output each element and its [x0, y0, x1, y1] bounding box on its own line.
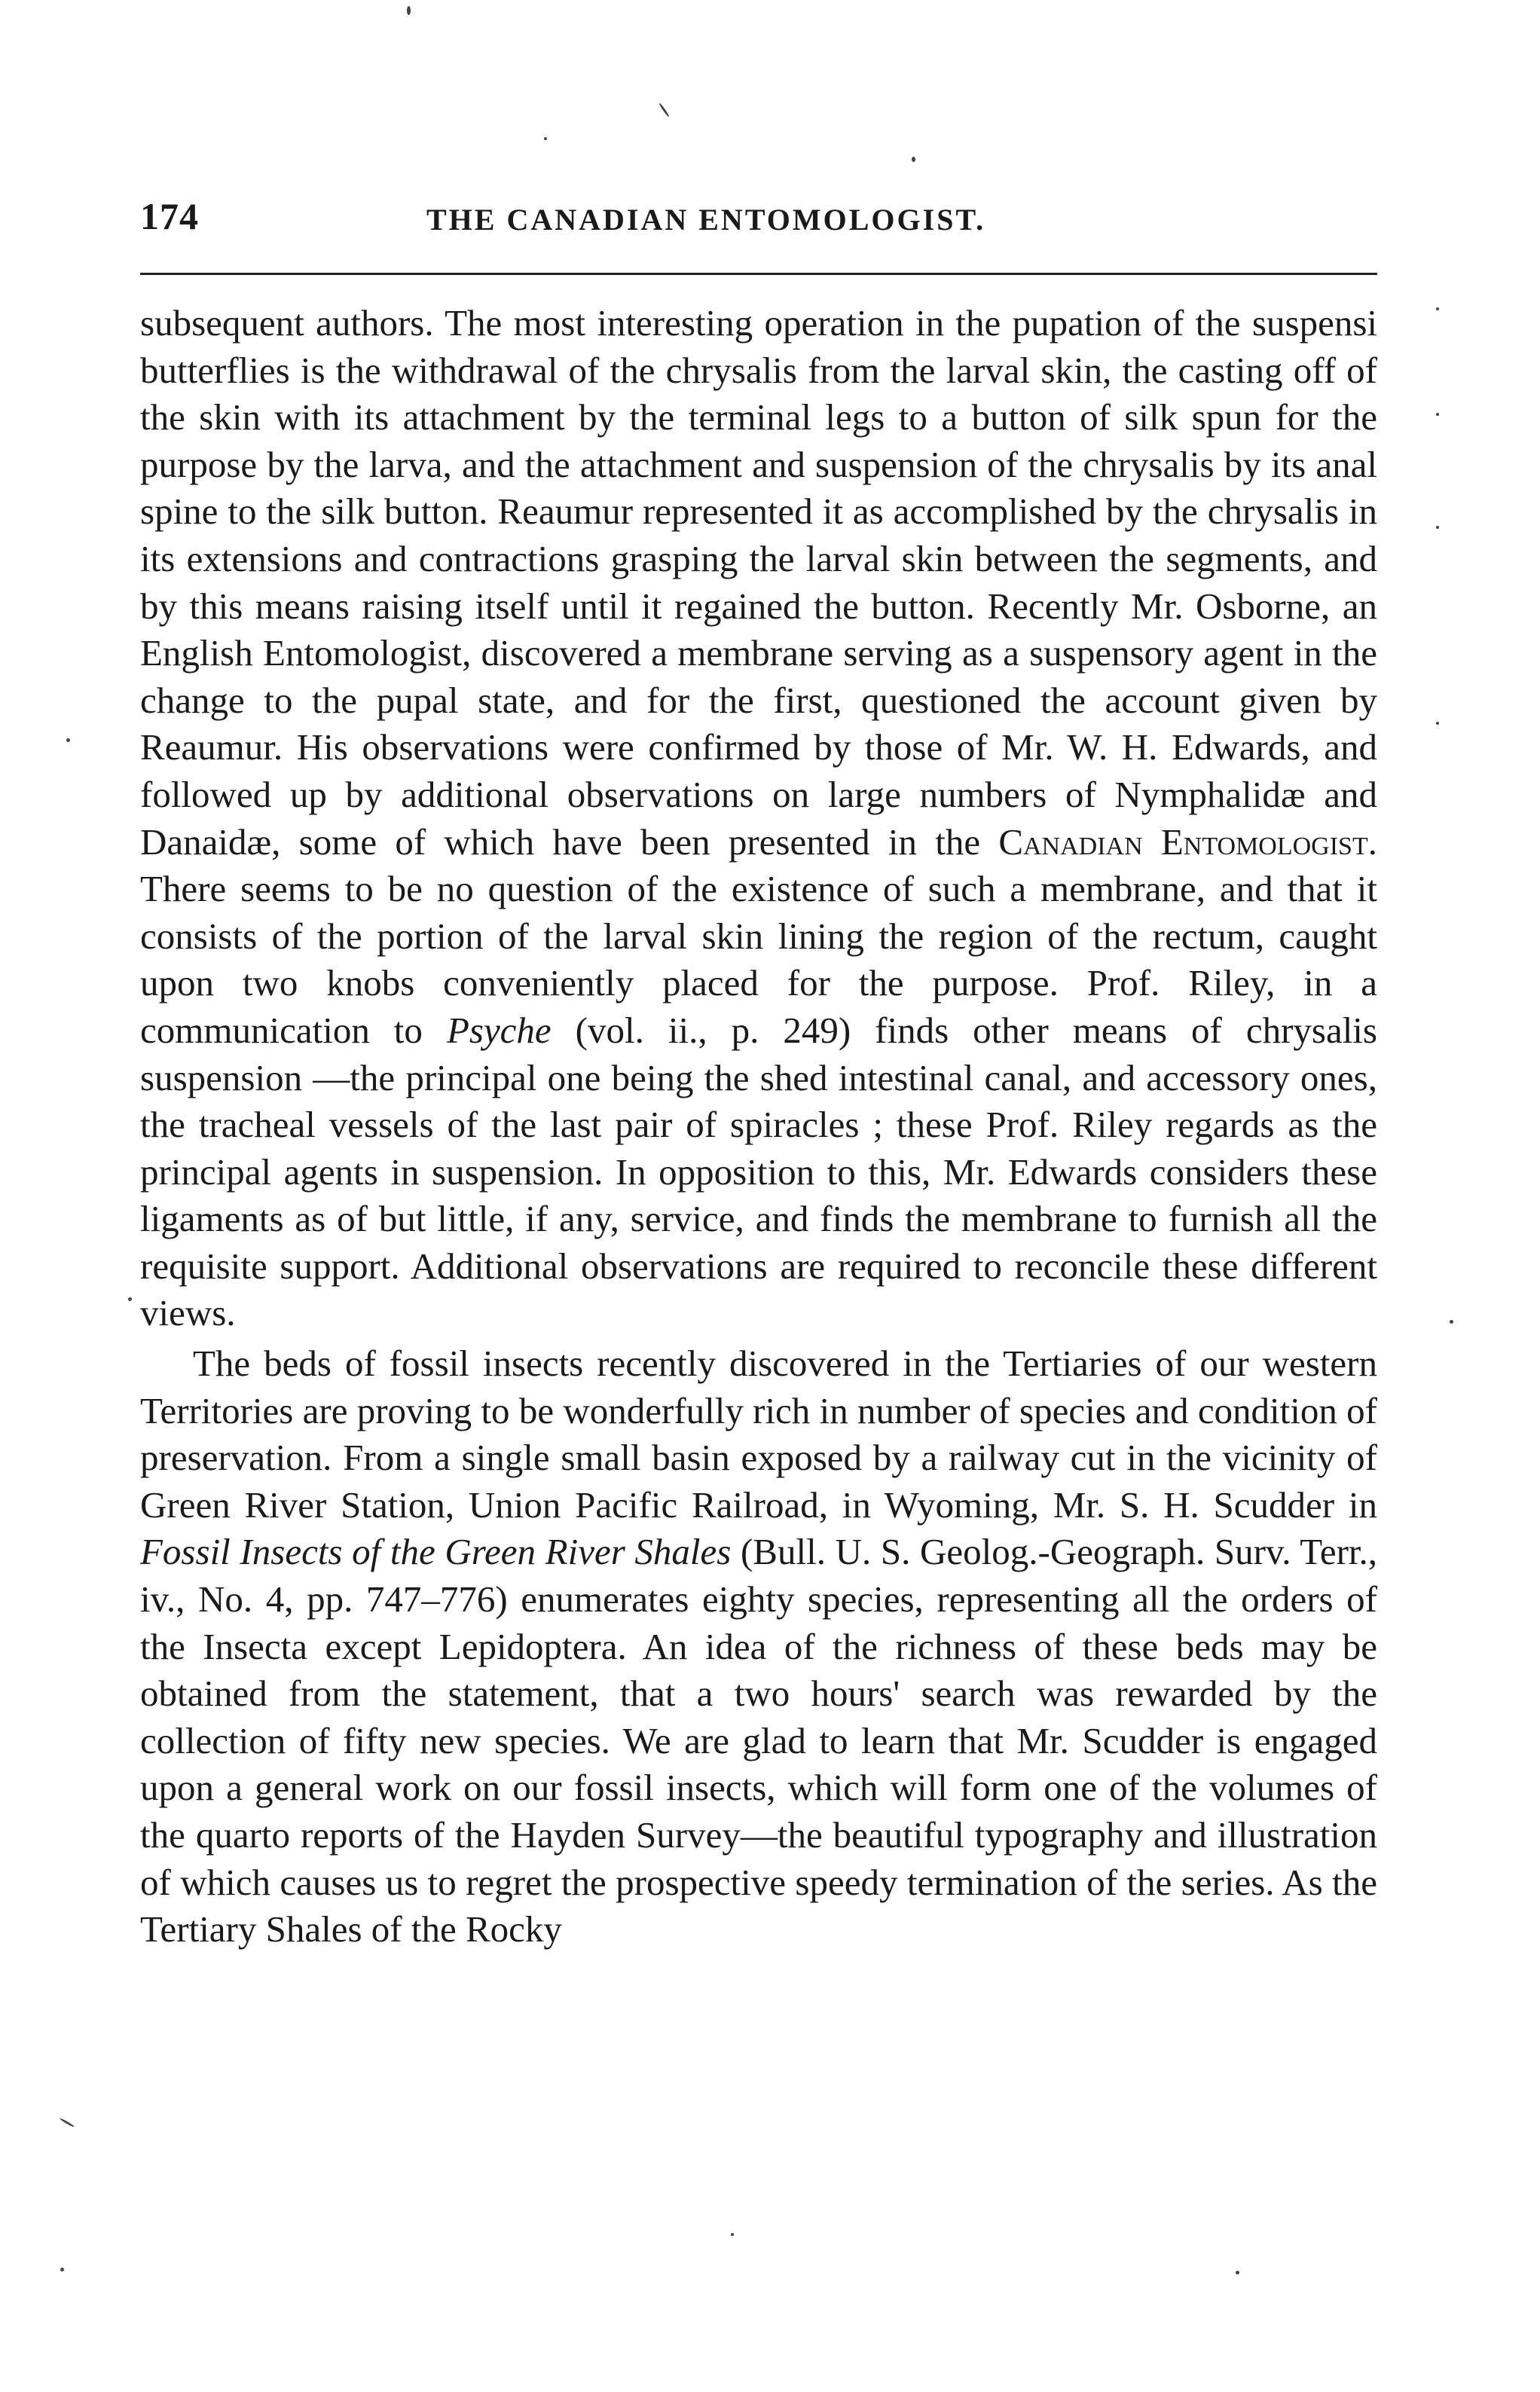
- speck: [658, 102, 670, 118]
- paragraph-pupation: [140, 300, 1377, 1337]
- speck: [731, 2233, 734, 2236]
- speck: [1436, 526, 1439, 529]
- speck: [544, 137, 547, 140]
- speck: [1436, 307, 1439, 310]
- journal-title-smallcaps: Canadian Entomologist: [998, 820, 1368, 863]
- page-header: [140, 194, 1377, 240]
- speck: [60, 2268, 64, 2271]
- speck: [407, 6, 411, 15]
- paragraph-fossil-insects: [140, 1340, 1377, 1954]
- text-segment: . There seems to be no question of the existence of such a membrane, and that it consists of the portion of the larval skin lining the region of the rectum, caught upon two knobs conveniently placed for the purpose. Prof. Riley, in a communication to: [140, 820, 1377, 1051]
- header-rule: [140, 273, 1377, 275]
- speck: [128, 1297, 132, 1301]
- page-number: 174: [140, 195, 199, 237]
- text-segment: (Bull. U. S. Geolog.-Geograph. Surv. Terr., iv., No. 4, pp. 747–776) enumerates eighty species, representing all the orders of the Insecta except Lepidoptera. An idea of the richness of these beds may be obtained from the statement, that a two hours' search was rewarded by the collection of fifty new species. We are glad to learn that Mr. Scudder is engaged upon a general work on our fossil insects, which will form one of the volumes of the quarto reports of the Hayden Survey—the beautiful typography and illustration of which causes us to regret the prospective speedy termination of the series. As the Tertiary Shales of the Rocky: [140, 1531, 1377, 1951]
- text-segment: subsequent authors. The most interesting operation in the pupation of the suspensi butterflies is the withdrawal of the chrysalis from the larval skin, the casting off of the skin with its attachment by the terminal legs to a button of silk spun for the purpose by the larva, and the attachment and suspension of the chrysalis by its anal spine to the silk button. Reaumur represented it as accomplished by the chrysalis in its extensions and contractions grasping the larval skin between the segments, and by this means raising itself until it regained the button. Recently Mr. Osborne, an English Entomologist, discovered a membrane serving as a suspensory agent in the change to the pupal state, and for the first, questioned the account given by Reaumur. His observations were confirmed by those of Mr. W. H. Edwards, and followed up by additional observations on large numbers of Nymphalidæ and Danaidæ, some of which have been presented in the: [140, 302, 1377, 863]
- speck: [1436, 722, 1439, 725]
- text-segment: (vol. ii., p. 249) finds other means of chrysalis suspension —the principal one being the shed intestinal canal, and accessory ones, the tracheal vessels of the last pair of spiracles ; these Prof. Riley regards as the principal agents in suspension. In opposition to this, Mr. Edwards considers these ligaments as of but little, if any, service, and finds the membrane to furnish all the requisite support. Additional observations are required to reconcile these different views.: [140, 1009, 1377, 1334]
- speck: [60, 2118, 75, 2128]
- body-text: [140, 300, 1377, 1954]
- speck: [1236, 2271, 1239, 2274]
- speck: [1450, 1320, 1453, 1324]
- speck: [1436, 413, 1439, 416]
- work-title-italic: Fossil Insects of the Green River Shales: [140, 1531, 732, 1573]
- running-title: THE CANADIAN ENTOMOLOGIST.: [426, 203, 986, 237]
- speck: [912, 157, 915, 162]
- journal-title-italic: Psyche: [446, 1009, 552, 1051]
- speck: [66, 738, 70, 742]
- text-segment: The beds of fossil insects recently discovered in the Tertiaries of our western Territories are proving to be wonderfully rich in number of species and condition of preservation. From a single small basin exposed by a railway cut in the vicinity of Green River Station, Union Pacific Railroad, in Wyoming, Mr. S. H. Scudder in: [140, 1343, 1377, 1526]
